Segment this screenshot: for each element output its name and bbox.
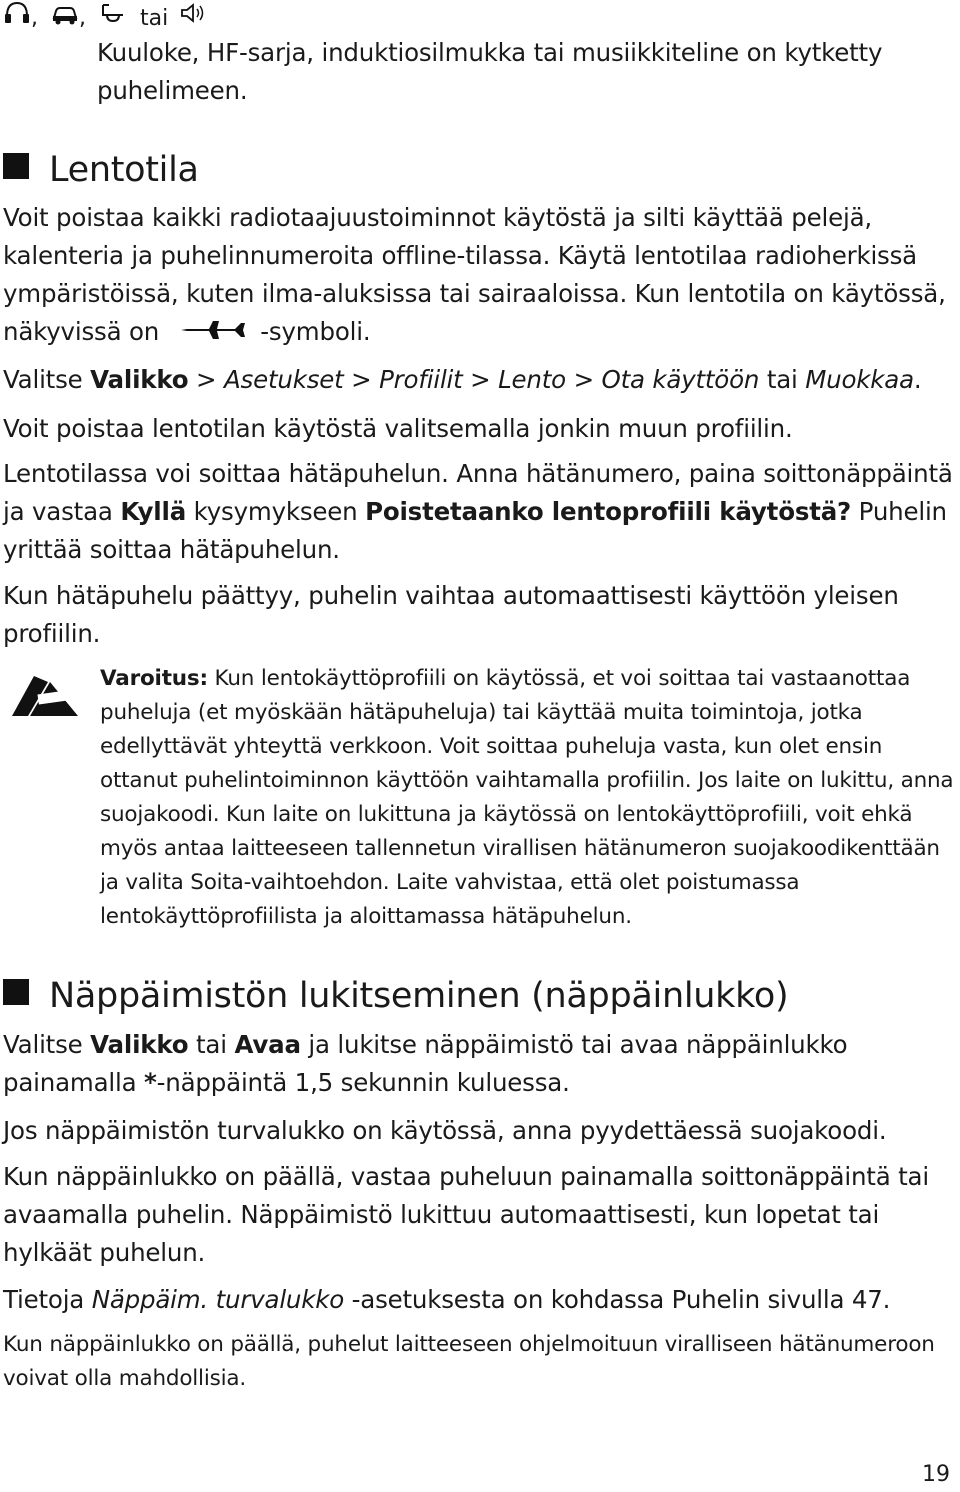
p4-text: Tietoja	[3, 1285, 85, 1314]
path-item: Asetukset	[223, 365, 344, 394]
separator: ,	[79, 5, 86, 31]
car-kit-icon	[51, 2, 79, 36]
headset-icon	[3, 0, 31, 37]
open-label: Avaa	[234, 1030, 301, 1059]
or-word: tai	[140, 5, 169, 31]
question-label: Poistetaanko lentoprofiili käytöstä?	[365, 497, 852, 526]
path-item: Lento	[498, 365, 566, 394]
setting-label: Näppäim. turvalukko	[91, 1285, 345, 1314]
path-item: Ota käyttöön	[601, 365, 760, 394]
period: .	[913, 365, 922, 394]
heading-text: Lentotila	[49, 150, 199, 190]
flight-intro	[3, 199, 955, 352]
flight-disable: Voit poistaa lentotilan käytöstä valitsemalla jonkin muun profiilin.	[3, 414, 793, 443]
flight-intro-suffix: -symboli.	[260, 317, 371, 346]
or-word: tai	[196, 1030, 227, 1059]
emergency-text: kysymykseen	[193, 497, 358, 526]
loopset-icon	[99, 1, 129, 36]
keyguard-p2: Jos näppäimistön turvalukko on käytössä, anna pyydettäessä suojakoodi.	[3, 1116, 887, 1145]
star-key: *	[144, 1068, 157, 1097]
p4-text: -asetuksesta on kohdassa Puhelin sivulla 47.	[351, 1285, 891, 1314]
path-sep: >	[573, 365, 594, 394]
path-item: Profiilit	[379, 365, 463, 394]
accessory-icons-line	[3, 0, 209, 36]
warning-body: Kun lentokäyttöprofiili on käytössä, et voi soittaa tai vastaanottaa puheluja (et myöskään hätäpuheluja) tai käyttää muita toimintoja, jotka edellyttävät yhteyttä verkkoon. Voit soittaa puheluja vasta, kun olet ensin ottanut puhelintoiminnon käyttöön vaihtamalla profiilin. Jos laite on lukittu, anna suojakoodi. Kun laite on lukittuna ja käytössä on lentokäyttöprofiili, voit ehkä myös antaa laitteeseen tallennetun virallisen hätänumeron suojakoodikenttään ja valita Soita-vaihtoehdon. Laite vahvistaa, että olet poistumassa lentokäyttöprofiilista ja aloittamassa hätäpuhelun.	[100, 666, 954, 929]
warning-icon	[8, 672, 82, 726]
heading-bullet	[3, 153, 29, 179]
menu-label: Valikko	[90, 365, 189, 394]
emergency-text: Lentotilassa voi soittaa hätäpuhelun. Anna hätänumero, paina soittonäppäintä ja vastaa	[3, 459, 953, 526]
keyguard-p4	[3, 1281, 955, 1319]
warning-text	[100, 662, 956, 934]
edit-label: Muokkaa	[805, 365, 914, 394]
menu-label: Valikko	[90, 1030, 189, 1059]
flight-after-call: Kun hätäpuhelu päättyy, puhelin vaihtaa automaattisesti käyttöön yleisen profiilin.	[3, 581, 899, 648]
flight-emergency	[3, 455, 955, 569]
airplane-icon	[179, 314, 249, 352]
warning-label: Varoitus:	[100, 666, 208, 691]
p1-text: -näppäintä 1,5 sekunnin kuluessa.	[156, 1068, 570, 1097]
path-sep: >	[351, 365, 372, 394]
heading-text: Näppäimistön lukitseminen (näppäinlukko)	[49, 976, 789, 1016]
p1-text: Valitse	[3, 1030, 83, 1059]
select-pre: Valitse	[3, 365, 83, 394]
or-word: tai	[766, 365, 798, 394]
path-sep: >	[196, 365, 217, 394]
section-heading-keyguard	[3, 976, 788, 1016]
keyguard-p1	[3, 1026, 955, 1102]
p1-text: ja lukitse näppäimistö tai avaa näppäinlukko painamalla	[3, 1030, 848, 1097]
flight-select-path	[3, 361, 955, 399]
accessory-description: Kuuloke, HF-sarja, induktiosilmukka tai musiikkiteline on kytketty puhelimeen.	[97, 38, 883, 105]
separator: ,	[31, 5, 38, 31]
emergency-text: Puhelin yrittää soittaa hätäpuhelun.	[3, 497, 947, 564]
keyguard-note: Kun näppäinlukko on päällä, puhelut laitteeseen ohjelmoituun viralliseen hätänumeroon voivat olla mahdollisia.	[3, 1332, 935, 1391]
yes-label: Kyllä	[120, 497, 187, 526]
path-sep: >	[470, 365, 491, 394]
section-heading-flight	[3, 150, 199, 190]
heading-bullet	[3, 979, 29, 1005]
flight-intro-text: Voit poistaa kaikki radiotaajuustoiminnot käytöstä ja silti käyttää pelejä, kalenteria ja puhelinnumeroita offline-tilassa. Käytä lentotilaa radioherkissä ympäristöissä, kuten ilma-aluksissa tai sairaaloissa. Kun lentotila on käytössä, näkyvissä on	[3, 203, 946, 346]
keyguard-p3: Kun näppäinlukko on päällä, vastaa puheluun painamalla soittonäppäintä tai avaamalla puhelin. Näppäimistö lukittuu automaattisesti, kun lopetat tai hylkäät puhelun.	[3, 1162, 929, 1267]
speaker-icon	[179, 1, 209, 36]
page-number: 19	[922, 1462, 950, 1487]
